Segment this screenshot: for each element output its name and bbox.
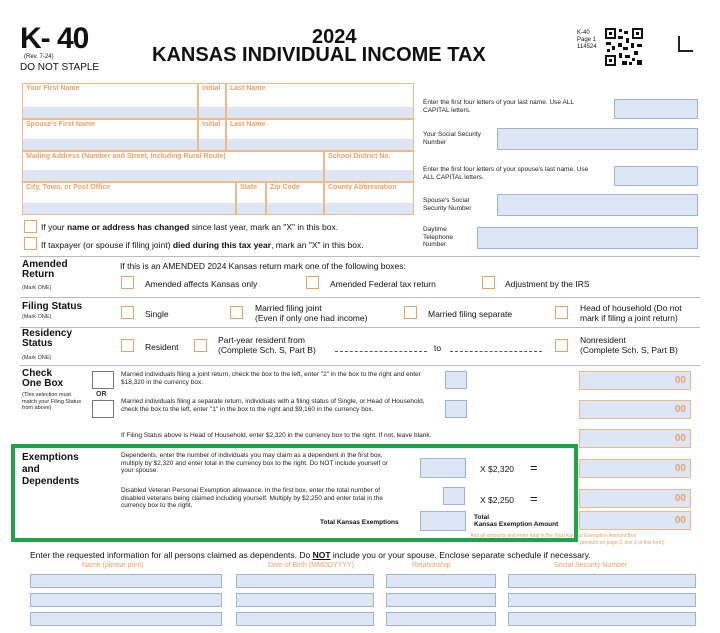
head-of-household-label: Head of household (Do not bbox=[580, 303, 682, 313]
dependent-name-input[interactable] bbox=[30, 593, 222, 607]
single-label: Single bbox=[145, 309, 169, 319]
city-field[interactable]: City, Town, or Post Office bbox=[22, 182, 236, 215]
mailing-address-field[interactable]: Mailing Address (Number and Street, Including Rural Route) bbox=[22, 151, 324, 182]
married-separate-checkbox[interactable] bbox=[404, 306, 417, 319]
single-checkbox[interactable] bbox=[121, 306, 134, 319]
nonresident-label: Nonresident bbox=[580, 335, 626, 345]
dependent-dob-input[interactable] bbox=[236, 593, 374, 607]
joint-exemption-amount[interactable]: 00 bbox=[579, 371, 691, 390]
spouse-last-name-letters-input[interactable] bbox=[614, 166, 698, 186]
dependents-table bbox=[22, 562, 698, 633]
deceased-checkbox[interactable] bbox=[24, 237, 37, 250]
spouse-initial-field[interactable]: Initial bbox=[198, 119, 226, 151]
spouse-ssn-label: Spouse's Social Security Number bbox=[423, 197, 472, 212]
head-of-household-checkbox[interactable] bbox=[555, 306, 568, 319]
phone-input[interactable] bbox=[477, 227, 698, 249]
part-year-label: Part-year resident from bbox=[218, 335, 305, 345]
amended-title: Amended Return bbox=[22, 259, 68, 280]
footnote-2: (amount on page 2, line 3 of this form) bbox=[580, 540, 665, 546]
married-joint-checkbox[interactable] bbox=[230, 306, 243, 319]
ssn-label: Your Social Security Number bbox=[423, 131, 481, 146]
corner-code: K-40 Page 1 114524 bbox=[577, 30, 597, 50]
check-one-title: Check One Box bbox=[22, 368, 64, 389]
tax-year: 2024 bbox=[312, 26, 357, 48]
dependent-ssn-input[interactable] bbox=[508, 612, 696, 626]
last-name-letters-label: Enter the first four letters of your last name. Use ALL CAPITAL letters. bbox=[423, 99, 574, 114]
ssn-input[interactable] bbox=[497, 128, 698, 150]
initial-field[interactable]: Initial bbox=[198, 83, 226, 119]
married-joint-label: Married filing joint bbox=[255, 303, 322, 313]
single-exemption-checkbox[interactable] bbox=[92, 400, 114, 418]
nonresident-checkbox[interactable] bbox=[555, 339, 568, 352]
residency-title: Residency Status bbox=[22, 328, 73, 349]
form-title: KANSAS INDIVIDUAL INCOME TAX bbox=[152, 44, 486, 66]
amended-kansas-label: Amended affects Kansas only bbox=[145, 279, 258, 289]
head-of-household-instruction: If Filing Status above is Head of Household, enter $2,320 in the currency box to the right. If not, leave blank. bbox=[121, 432, 432, 439]
zip-code-field[interactable]: Zip Code bbox=[266, 182, 324, 215]
exemption-count-input-1[interactable] bbox=[445, 371, 467, 389]
do-not-staple: DO NOT STAPLE bbox=[20, 62, 100, 73]
total-exemptions-label: Total Kansas Exemptions bbox=[320, 519, 399, 526]
check-one-note: (This selection must match your Filing Status from above) bbox=[22, 392, 81, 411]
adjustment-irs-label: Adjustment by the IRS bbox=[505, 279, 590, 289]
resident-label: Resident bbox=[145, 342, 179, 352]
spouse-ssn-input[interactable] bbox=[497, 194, 698, 216]
county-field[interactable]: County Abbreviation bbox=[324, 182, 414, 215]
amended-kansas-checkbox[interactable] bbox=[121, 276, 134, 289]
dependent-ssn-input[interactable] bbox=[508, 593, 696, 607]
single-exemption-text: Married individuals filing a separate return, individuals with a filing status of Single, or Head of Household, check the box to the left, enter "1" in the box to the right and $9,160 in the currency box. bbox=[121, 398, 425, 413]
form-number: K- 40 bbox=[20, 22, 89, 55]
state-field[interactable]: State bbox=[236, 182, 266, 215]
col-relationship-header: Relationship bbox=[412, 562, 451, 569]
single-exemption-amount[interactable]: 00 bbox=[579, 400, 691, 419]
phone-label: Daytime Telephone Number bbox=[423, 226, 453, 248]
dependents-multiplier: X $2,320 bbox=[480, 464, 515, 474]
filing-status-title: Filing Status bbox=[22, 301, 82, 312]
dependent-relationship-input[interactable] bbox=[386, 593, 496, 607]
qr-code-icon bbox=[604, 27, 644, 67]
col-dob-header: Date of Birth (MMDDYYYY) bbox=[268, 562, 354, 569]
spouse-first-name-field[interactable]: Spouse's First Name bbox=[22, 119, 198, 151]
filing-status-mark-one: (Mark ONE) bbox=[22, 314, 52, 320]
school-district-field[interactable]: School District No. bbox=[324, 151, 414, 182]
amended-federal-checkbox[interactable] bbox=[306, 276, 319, 289]
dependents-amount[interactable]: 00 bbox=[579, 459, 691, 478]
highlight-box bbox=[11, 444, 578, 542]
veteran-text: Disabled Veteran Personal Exemption allowance. In the first box, enter the total number of disabled veterans being claimed including yourself. Multiply by $2,250 and enter total in the currency box to the right. bbox=[121, 487, 383, 509]
spouse-last-name-letters-label: Enter the first four letters of your spouse's last name. Use ALL CAPITAL letters. bbox=[423, 166, 589, 181]
dependent-name-input[interactable] bbox=[30, 612, 222, 626]
joint-exemption-text: Married individuals filing a joint return, check the box to the left, enter "2" in the box to the right and enter $18,320 in the currency box. bbox=[121, 371, 421, 386]
col-name-header: Name (please print) bbox=[82, 562, 144, 569]
total-exemption-amount[interactable]: 00 bbox=[579, 511, 691, 530]
spouse-last-name-field[interactable]: Last Name bbox=[226, 119, 414, 151]
last-name-field[interactable]: Last Name bbox=[226, 83, 414, 119]
revision-date: (Rev. 7-24) bbox=[24, 54, 54, 60]
dependents-instruction: Enter the requested information for all persons claimed as dependents. Do NOT include you or your spouse. Enclose separate schedule if necessary. bbox=[30, 550, 591, 560]
footnote-1: Add all amounts and enter total in the Total Kansas Exemption Amount Box bbox=[470, 533, 637, 539]
dependent-relationship-input[interactable] bbox=[386, 612, 496, 626]
dependent-dob-input[interactable] bbox=[236, 574, 374, 588]
adjustment-irs-checkbox[interactable] bbox=[482, 276, 495, 289]
veteran-multiplier: X $2,250 bbox=[480, 495, 515, 505]
corner-mark-icon bbox=[678, 36, 693, 52]
dependent-dob-input[interactable] bbox=[236, 612, 374, 626]
dependent-relationship-input[interactable] bbox=[386, 574, 496, 588]
exemption-count-input-2[interactable] bbox=[445, 400, 467, 418]
veteran-amount[interactable]: 00 bbox=[579, 489, 691, 508]
residency-mark-one: (Mark ONE) bbox=[22, 355, 52, 361]
total-exemption-amount-label: Total Kansas Exemption Amount bbox=[474, 514, 559, 528]
part-year-checkbox[interactable] bbox=[194, 339, 207, 352]
name-change-checkbox[interactable] bbox=[24, 220, 37, 233]
dependents-text: Dependents, enter the number of individuals you may claim as a dependent in the first box, multiply by $2,320 and enter total in the currency box to the right. Do NOT include yourself or your spouse. bbox=[121, 452, 388, 474]
col-ssn-header: Social Security Number bbox=[554, 562, 628, 569]
head-of-household-amount[interactable]: 00 bbox=[579, 429, 691, 448]
amended-federal-label: Amended Federal tax return bbox=[330, 279, 436, 289]
part-year-to: to bbox=[434, 343, 442, 353]
married-separate-label: Married filing separate bbox=[428, 309, 513, 319]
part-year-note: (Complete Sch. S, Part B) bbox=[218, 345, 316, 355]
name-change-notice: If your name or address has changed since last year, mark an "X" in this box. bbox=[41, 222, 339, 232]
married-joint-note: (Even if only one had income) bbox=[255, 313, 368, 323]
resident-checkbox[interactable] bbox=[121, 339, 134, 352]
part-year-to-date[interactable] bbox=[450, 351, 542, 352]
first-name-field[interactable]: Your First Name bbox=[22, 83, 198, 119]
last-name-letters-input[interactable] bbox=[614, 99, 698, 119]
dependent-name-input[interactable] bbox=[30, 574, 222, 588]
nonresident-note: (Complete Sch. S, Part B) bbox=[580, 345, 678, 355]
deceased-notice: If taxpayer (or spouse if filing joint) died during this tax year, mark an "X" in this box. bbox=[41, 240, 364, 250]
head-of-household-note: mark if filing a joint return) bbox=[580, 313, 678, 323]
joint-exemption-checkbox[interactable] bbox=[92, 371, 114, 389]
exemptions-title: Exemptions and Dependents bbox=[22, 452, 80, 487]
dependent-ssn-input[interactable] bbox=[508, 574, 696, 588]
equals-sign-1: = bbox=[530, 460, 538, 475]
or-label: OR bbox=[96, 391, 107, 398]
part-year-from-date[interactable] bbox=[335, 351, 427, 352]
amended-instruction: If this is an AMENDED 2024 Kansas return mark one of the following boxes: bbox=[120, 261, 406, 271]
amended-mark-one: (Mark ONE) bbox=[22, 285, 52, 291]
equals-sign-2: = bbox=[530, 491, 538, 506]
